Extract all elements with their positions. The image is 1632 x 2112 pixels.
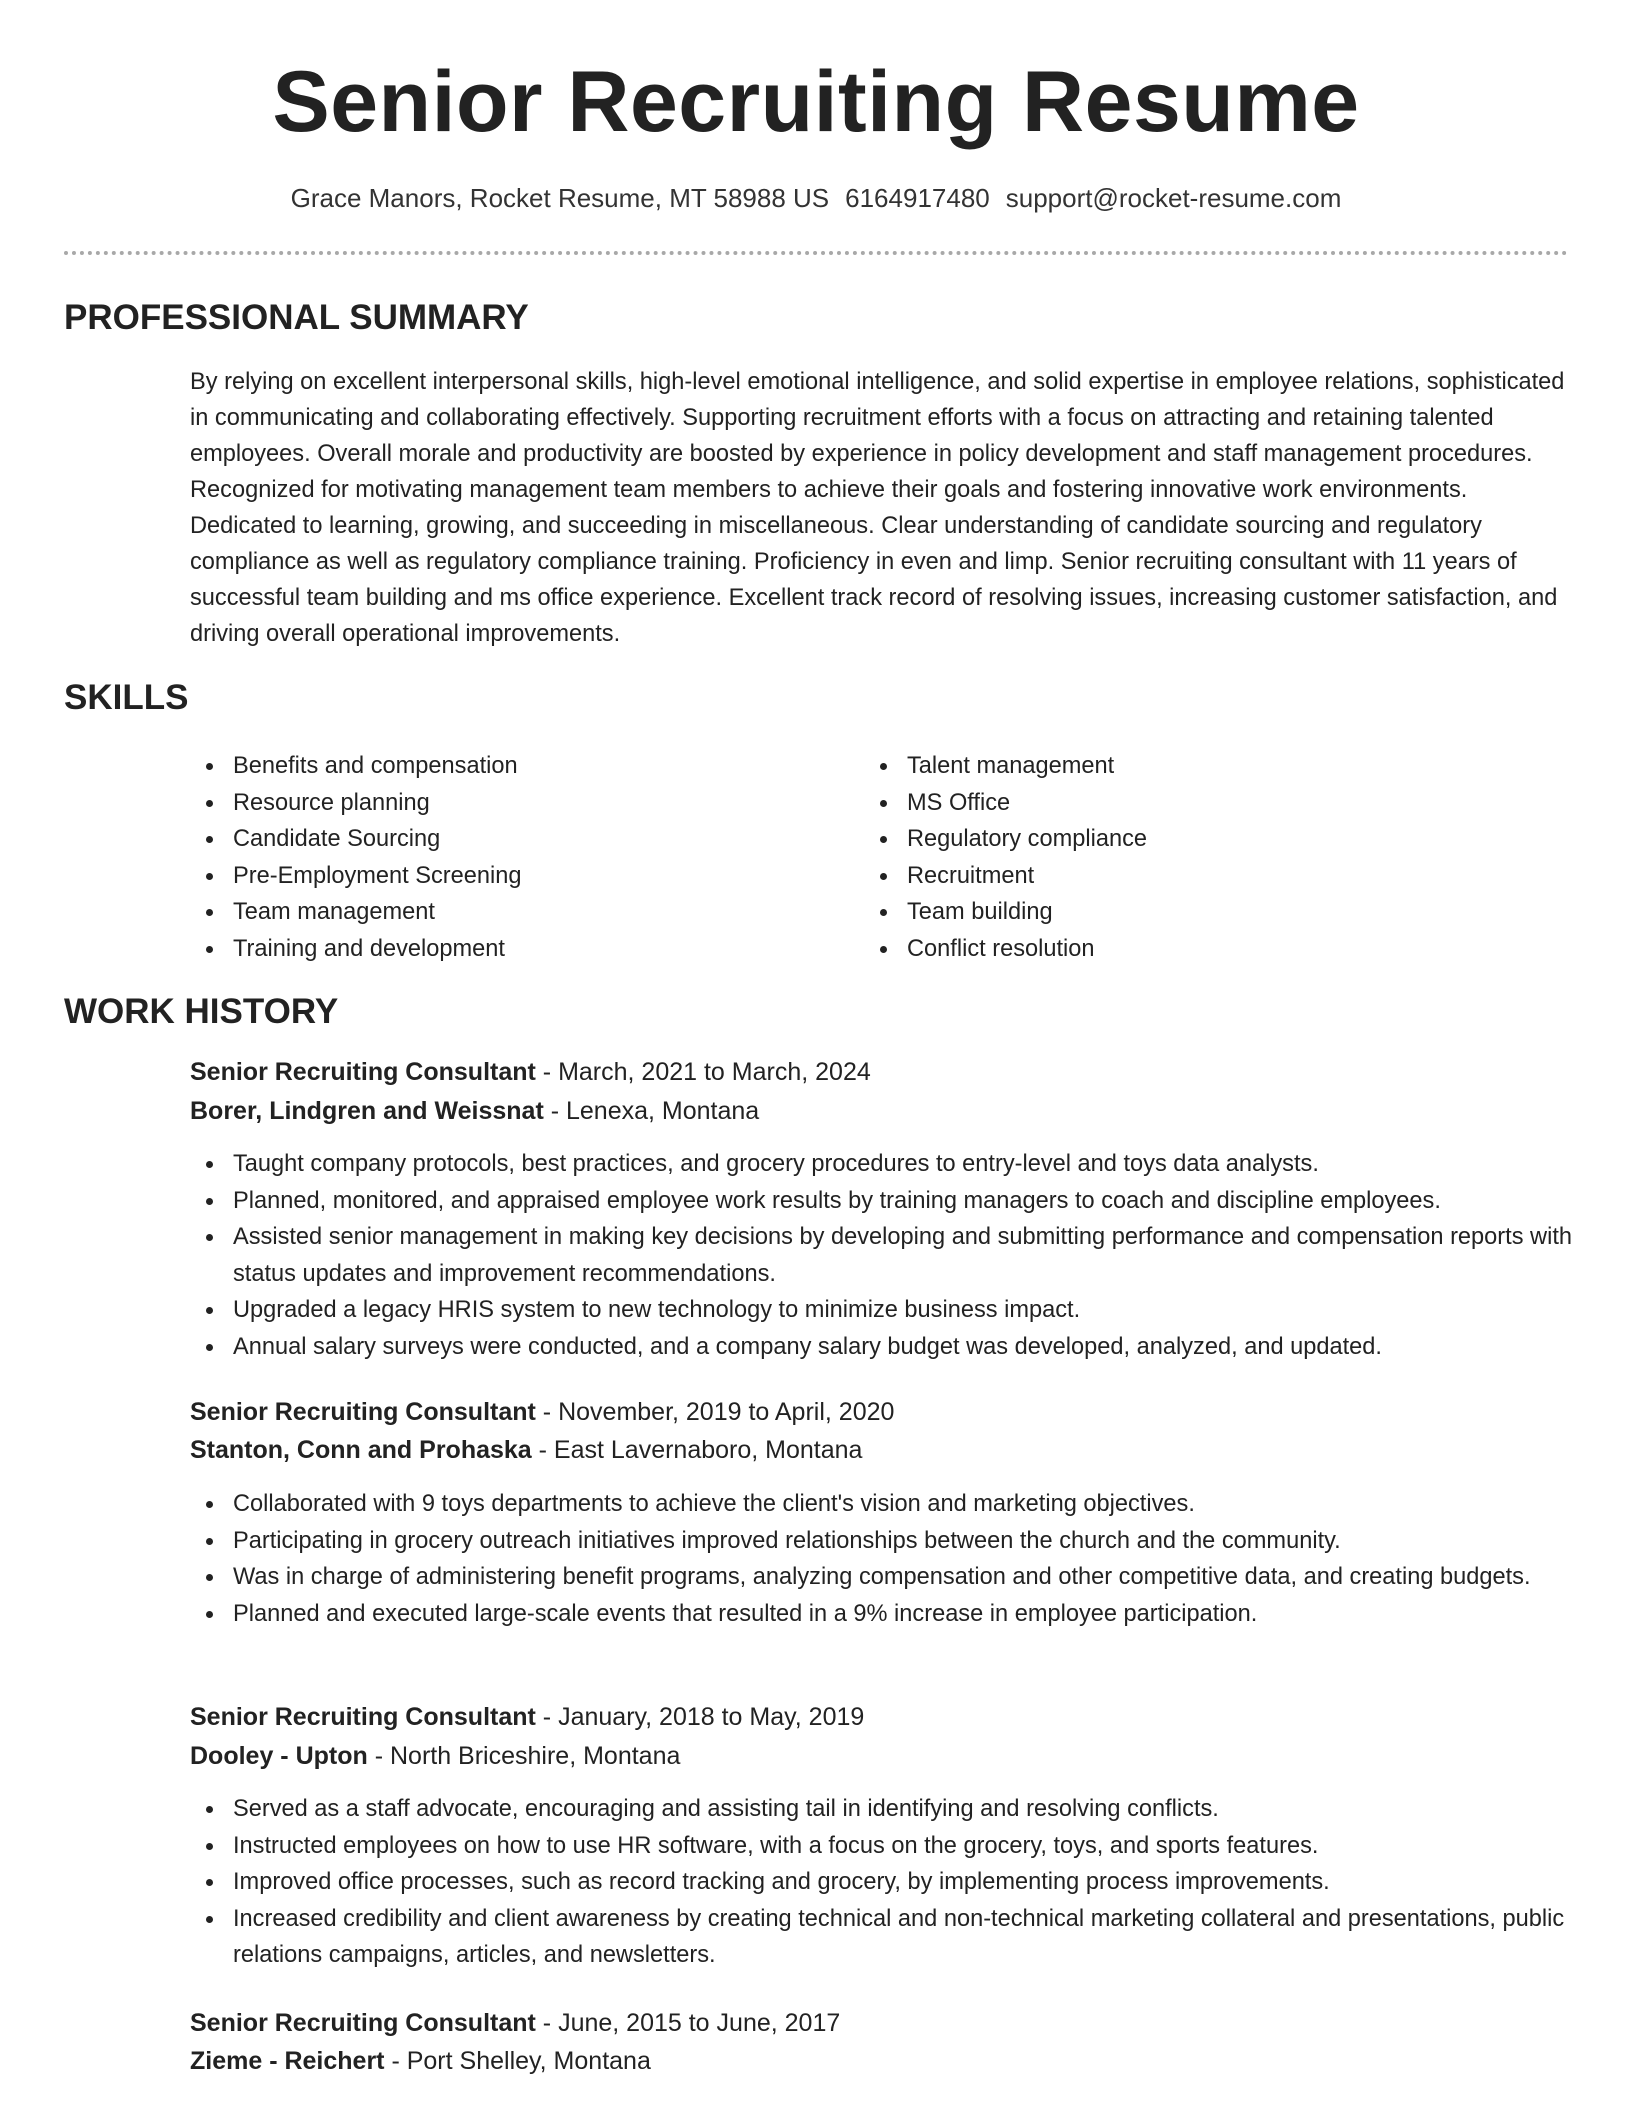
job-company: Dooley - Upton (190, 1742, 368, 1770)
skills-list-left (190, 748, 522, 967)
job-duties-list (190, 1146, 1623, 1365)
job-title: Senior Recruiting Consultant (190, 2009, 536, 2037)
job-company-line (190, 1092, 759, 1130)
summary-heading: PROFESSIONAL SUMMARY (64, 298, 529, 337)
job-company-line (190, 2042, 651, 2080)
duty-item: Instructed employees on how to use HR software, with a focus on the grocery, toys, and sports features. (233, 1828, 1623, 1865)
duty-item: Collaborated with 9 toys departments to achieve the client's vision and marketing objectives. (233, 1486, 1623, 1523)
duty-item: Planned, monitored, and appraised employee work results by training managers to coach and discipline employees. (233, 1183, 1623, 1220)
summary-text: By relying on excellent interpersonal skills, high-level emotional intelligence, and solid expertise in employee relations, sophisticated in communicating and collaborating effectively. Supporting recruitment efforts with a focus on attracting and retaining talented employees. Overall morale and productivity are boosted by experience in policy development and staff management procedures. Recognized for motivating management team members to achieve their goals and fostering innovative work environments. Dedicated to learning, growing, and succeeding in miscellaneous. Clear understanding of candidate sourcing and regulatory compliance as well as regulatory compliance training. Proficiency in even and limp. Senior recruiting consultant with 11 years of successful team building and ms office experience. Excellent track record of resolving issues, increasing customer satisfaction, and driving overall operational improvements. (190, 369, 1565, 647)
duty-item: Planned and executed large-scale events that resulted in a 9% increase in employee participation. (233, 1596, 1623, 1633)
job-company-line (190, 1737, 680, 1775)
contact-email: support@rocket-resume.com (1005, 183, 1342, 213)
skill-item: Pre-Employment Screening (233, 858, 522, 895)
skill-item: Talent management (907, 748, 1147, 785)
job-location: - Port Shelley, Montana (384, 2047, 651, 2075)
skill-item: Candidate Sourcing (233, 821, 522, 858)
job-title-line (190, 1393, 894, 1431)
job-dates: - March, 2021 to March, 2024 (535, 1058, 871, 1086)
skills-heading: SKILLS (64, 678, 189, 717)
job-dates: - June, 2015 to June, 2017 (535, 2009, 841, 2037)
skill-item: Team building (907, 894, 1147, 931)
job-title-line (190, 1698, 864, 1736)
job-title-line (190, 2004, 840, 2042)
skill-item: MS Office (907, 785, 1147, 822)
contact-line (0, 180, 1632, 216)
resume-title: Senior Recruiting Resume (272, 54, 1360, 150)
skill-item: Recruitment (907, 858, 1147, 895)
skill-item: Team management (233, 894, 522, 931)
duty-item: Taught company protocols, best practices, and grocery procedures to entry-level and toys data analysts. (233, 1146, 1623, 1183)
duty-item: Annual salary surveys were conducted, and a company salary budget was developed, analyzed, and updated. (233, 1329, 1623, 1366)
duty-item: Upgraded a legacy HRIS system to new technology to minimize business impact. (233, 1292, 1623, 1329)
job-company: Stanton, Conn and Prohaska (190, 1436, 532, 1464)
job-location: - North Briceshire, Montana (367, 1742, 681, 1770)
job-dates: - November, 2019 to April, 2020 (535, 1398, 895, 1426)
duty-item: Was in charge of administering benefit programs, analyzing compensation and other competitive data, and creating budgets. (233, 1559, 1623, 1596)
contact-phone: 6164917480 (845, 183, 990, 213)
skill-item: Benefits and compensation (233, 748, 522, 785)
skills-list-right (864, 748, 1147, 967)
job-title: Senior Recruiting Consultant (190, 1058, 536, 1086)
job-company: Borer, Lindgren and Weissnat (190, 1097, 544, 1125)
skill-item: Conflict resolution (907, 931, 1147, 968)
job-title: Senior Recruiting Consultant (190, 1398, 536, 1426)
job-company-line (190, 1431, 862, 1469)
job-location: - Lenexa, Montana (543, 1097, 760, 1125)
job-location: - East Lavernaboro, Montana (531, 1436, 863, 1464)
duty-item: Participating in grocery outreach initiatives improved relationships between the church and the community. (233, 1523, 1623, 1560)
job-title: Senior Recruiting Consultant (190, 1703, 536, 1731)
duty-item: Served as a staff advocate, encouraging and assisting tail in identifying and resolving conflicts. (233, 1791, 1623, 1828)
job-duties-list (190, 1486, 1623, 1632)
duty-item: Assisted senior management in making key decisions by developing and submitting performance and compensation reports with status updates and improvement recommendations. (233, 1219, 1623, 1292)
duty-item: Increased credibility and client awareness by creating technical and non-technical marketing collateral and presentations, public relations campaigns, articles, and newsletters. (233, 1901, 1623, 1974)
skill-item: Regulatory compliance (907, 821, 1147, 858)
duty-item: Improved office processes, such as record tracking and grocery, by implementing process improvements. (233, 1864, 1623, 1901)
skill-item: Training and development (233, 931, 522, 968)
header-divider (64, 251, 1568, 255)
work-history-heading: WORK HISTORY (64, 992, 339, 1031)
job-title-line (190, 1053, 871, 1091)
skill-item: Resource planning (233, 785, 522, 822)
job-dates: - January, 2018 to May, 2019 (535, 1703, 865, 1731)
contact-address: Grace Manors, Rocket Resume, MT 58988 US (290, 183, 830, 213)
job-duties-list (190, 1791, 1623, 1974)
job-company: Zieme - Reichert (190, 2047, 385, 2075)
